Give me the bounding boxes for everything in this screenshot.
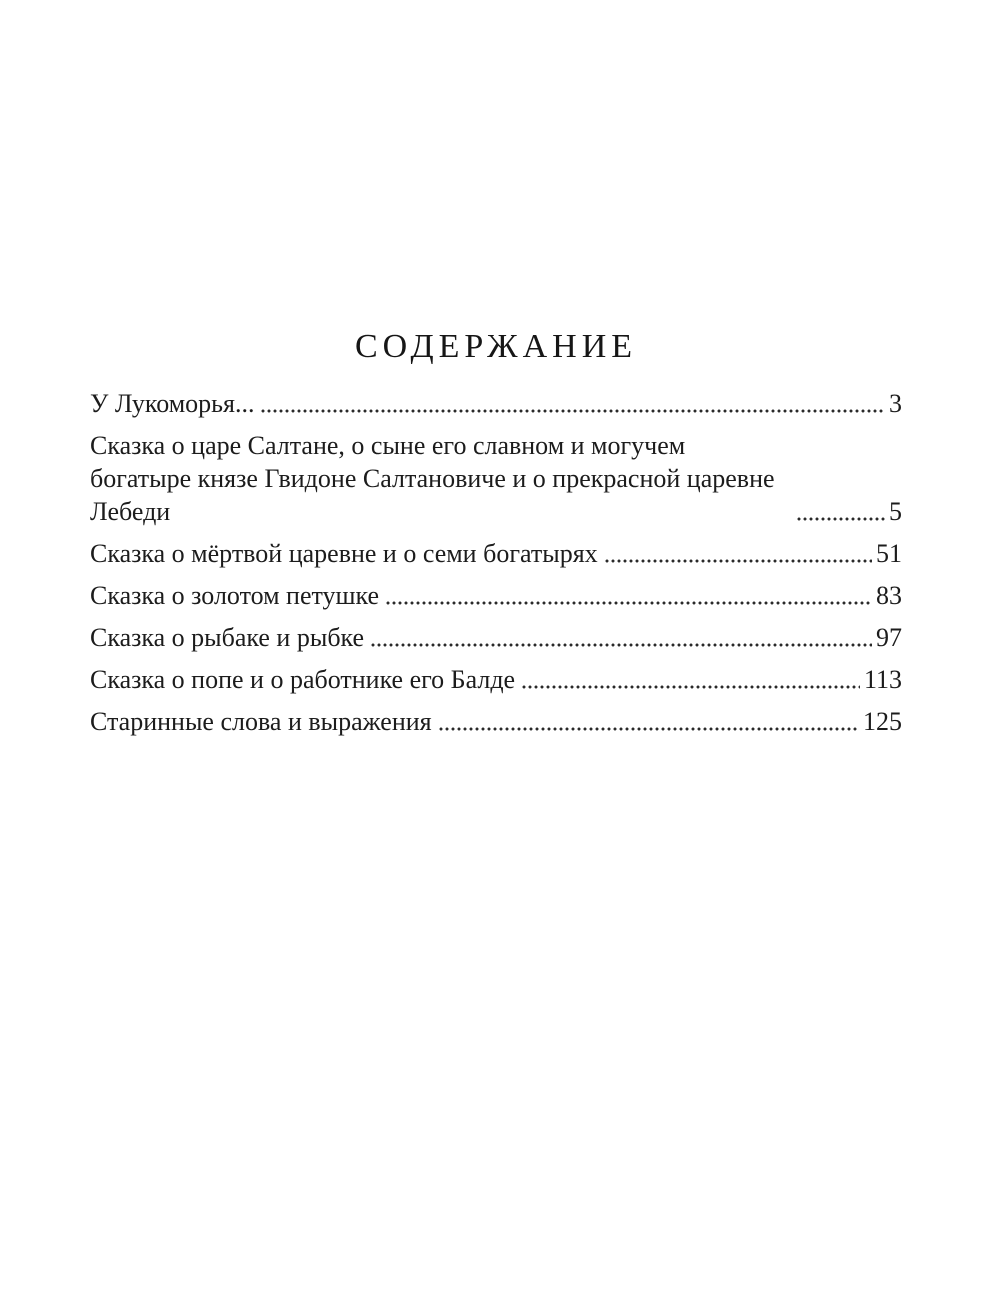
toc-entry [90, 621, 902, 654]
toc-list [90, 387, 902, 738]
toc-entry-title: Сказка о золотом петушке [90, 581, 380, 611]
dot-leader [604, 558, 872, 564]
table-of-contents [90, 328, 902, 747]
toc-page-number: 5 [889, 497, 902, 527]
toc-page-number: 113 [863, 665, 902, 695]
toc-page-number: 3 [889, 389, 902, 419]
dot-leader [521, 684, 860, 690]
toc-entry-title: Сказка о попе и о работнике его Балде [90, 665, 516, 695]
toc-entry-title: Сказка о царе Салтане, о сыне его славном и могучем богатыре князе Гвидоне Салтановиче и о прекрасной царевне Лебеди [90, 431, 775, 527]
dot-leader [385, 600, 872, 606]
dot-leader [370, 642, 872, 648]
toc-entry [90, 537, 902, 570]
toc-entry-title: Старинные слова и выражения [90, 707, 432, 737]
dot-leader [260, 408, 885, 414]
toc-entry-title: Сказка о мёртвой царевне и о семи богатырях [90, 539, 598, 569]
page-title: СОДЕРЖАНИЕ [354, 328, 638, 365]
toc-entry [90, 663, 902, 696]
toc-entry [90, 429, 902, 528]
toc-entry-title: У Лукоморья... [90, 389, 255, 419]
toc-page-number: 51 [876, 539, 902, 569]
toc-entry [90, 579, 902, 612]
dot-leader [796, 516, 885, 522]
toc-entry [90, 705, 902, 738]
toc-page-number: 125 [863, 707, 902, 737]
toc-page-number: 97 [876, 623, 902, 653]
toc-page-number: 83 [876, 581, 902, 611]
dot-leader [438, 726, 859, 732]
toc-entry-title: Сказка о рыбаке и рыбке [90, 623, 365, 653]
toc-entry [90, 387, 902, 420]
